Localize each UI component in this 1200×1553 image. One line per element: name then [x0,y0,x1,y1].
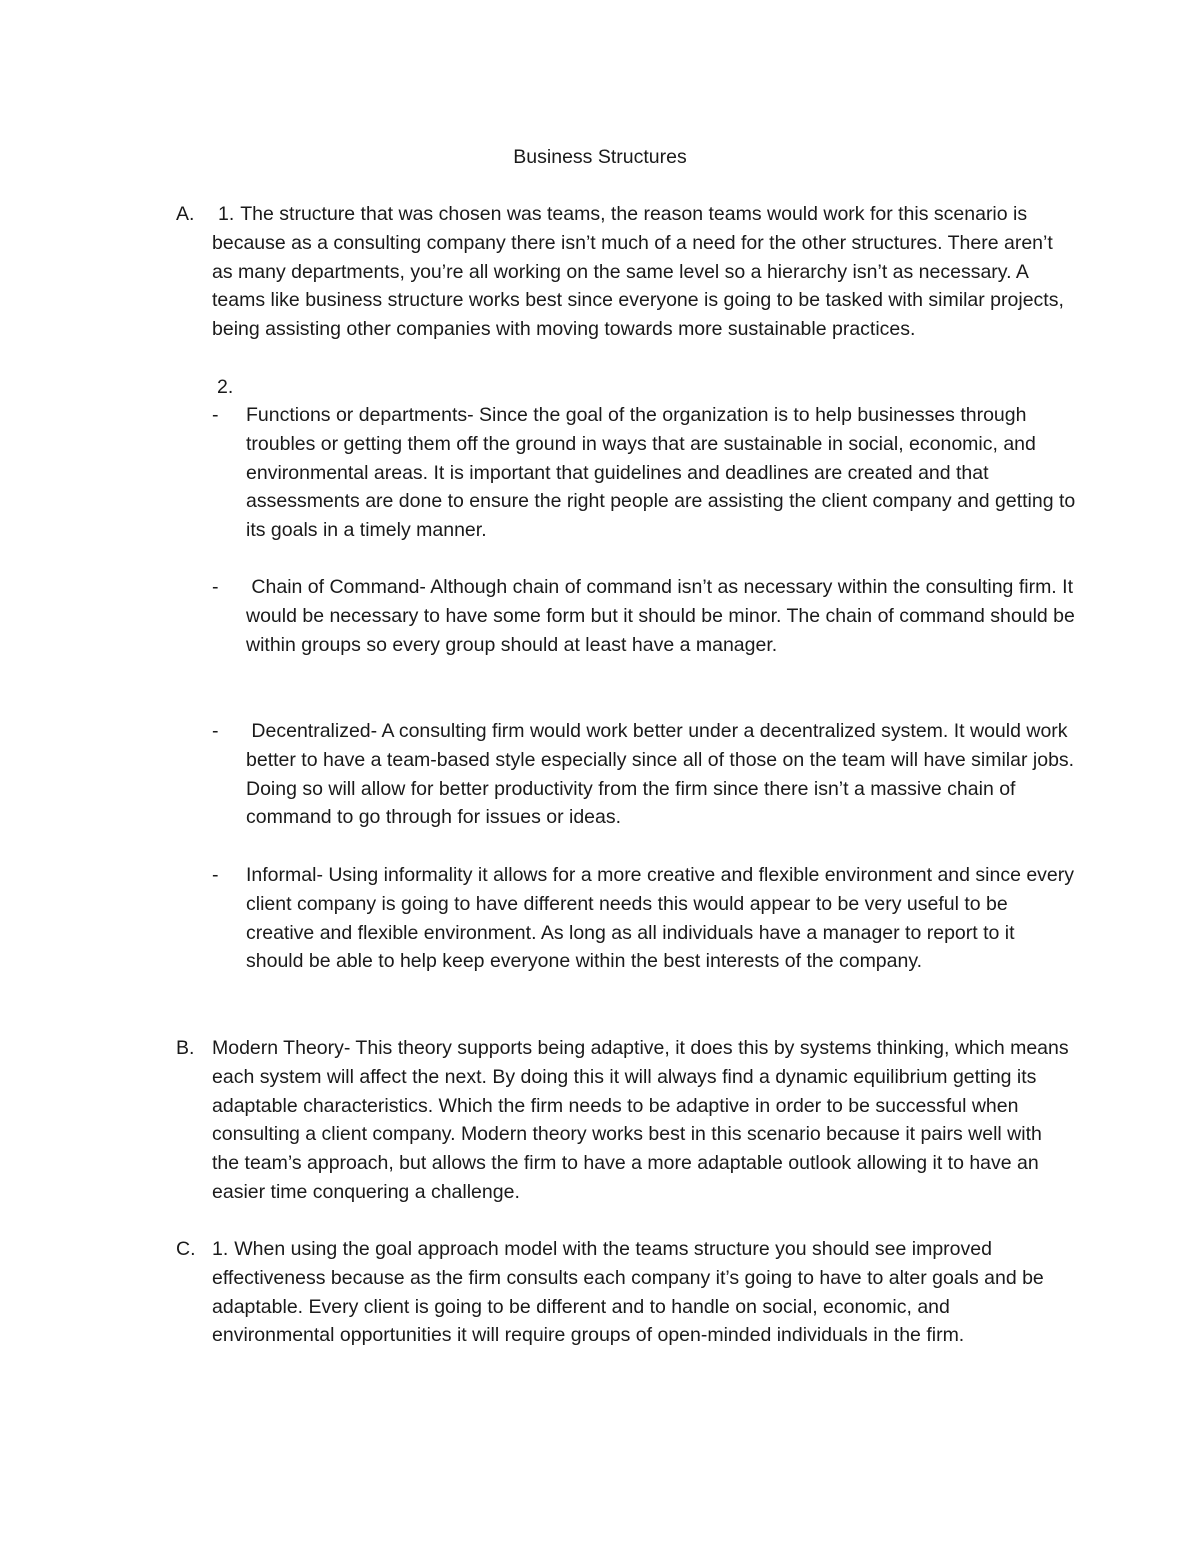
sub-item-number: 2. [217,376,234,398]
section-marker: B. [176,1037,195,1059]
section-text: The structure that was chosen was teams, the reason teams would work for this scenario is because as a consulting company there isn’t much of a need for the other structures. There aren’t as many departments, you’re all working on the same level so a hierarchy isn’t as necessary. A teams like business structure works best since everyone is going to be tasked with similar projects, being assisting other companies with moving towards more sustainable practices. [212,203,1064,341]
bullet-dash: - [212,720,219,742]
bullet-dash: - [212,576,219,598]
item-number: 1. [212,1238,229,1260]
bullet-informal [212,861,1082,976]
bullet-chain-of-command [212,573,1082,659]
bullet-text: Chain of Command- Although chain of command isn’t as necessary within the consulting firm. It would be necessary to have some form but it should be minor. The chain of command should be within groups so every group should at least have a manager. [246,576,1081,656]
section-marker: C. [176,1238,196,1260]
section-a [176,200,1076,344]
bullet-functions-departments [212,401,1082,545]
document-title: Business Structures [513,146,687,168]
section-paragraph [212,1235,1072,1350]
section-marker: A. [176,203,195,225]
section-text: When using the goal approach model with the teams structure you should see improved effectiveness because as the firm consults each company it’s going to have to alter goals and be adaptable. Every client is going to be different and to handle on social, economic, and environmental opportunities it will require groups of open-minded individuals in the firm. [212,1238,1044,1347]
bullet-dash: - [212,404,219,426]
section-paragraph [212,200,1072,344]
bullet-text: Functions or departments- Since the goal of the organization is to help businesses through troubles or getting them off the ground in ways that are sustainable in social, economic, and environmental areas. It is important that guidelines and deadlines are created and that assessments are done to ensure the right people are assisting the client company and getting to its goals in a timely manner. [246,404,1076,542]
bullet-dash: - [212,864,219,886]
item-number: 1. [218,203,235,225]
section-text: Modern Theory- This theory supports being adaptive, it does this by systems thinking, which means each system will affect the next. By doing this it will always find a dynamic equilibrium getting its adaptable characteristics. Which the firm needs to be adaptive in order to be successful when consulting a client company. Modern theory works best in this scenario because it pairs well with the team’s approach, but allows the firm to have a more adaptable outlook allowing it to have an easier time conquering a challenge. [212,1037,1069,1203]
bullet-text: Informal- Using informality it allows for a more creative and flexible environment and since every client company is going to have different needs this would appear to be very useful to be creative and flexible environment. As long as all individuals have a manager to report to it should be able to help keep everyone within the best interests of the company. [246,864,1075,973]
section-b [176,1034,1076,1207]
section-c [176,1235,1076,1350]
bullet-text: Decentralized- A consulting firm would work better under a decentralized system. It would work better to have a team-based style especially since all of those on the team will have similar jobs. Doing so will allow for better productivity from the firm since there isn’t a massive chain of command to go through for issues or ideas. [246,720,1080,829]
bullet-decentralized [212,717,1082,832]
